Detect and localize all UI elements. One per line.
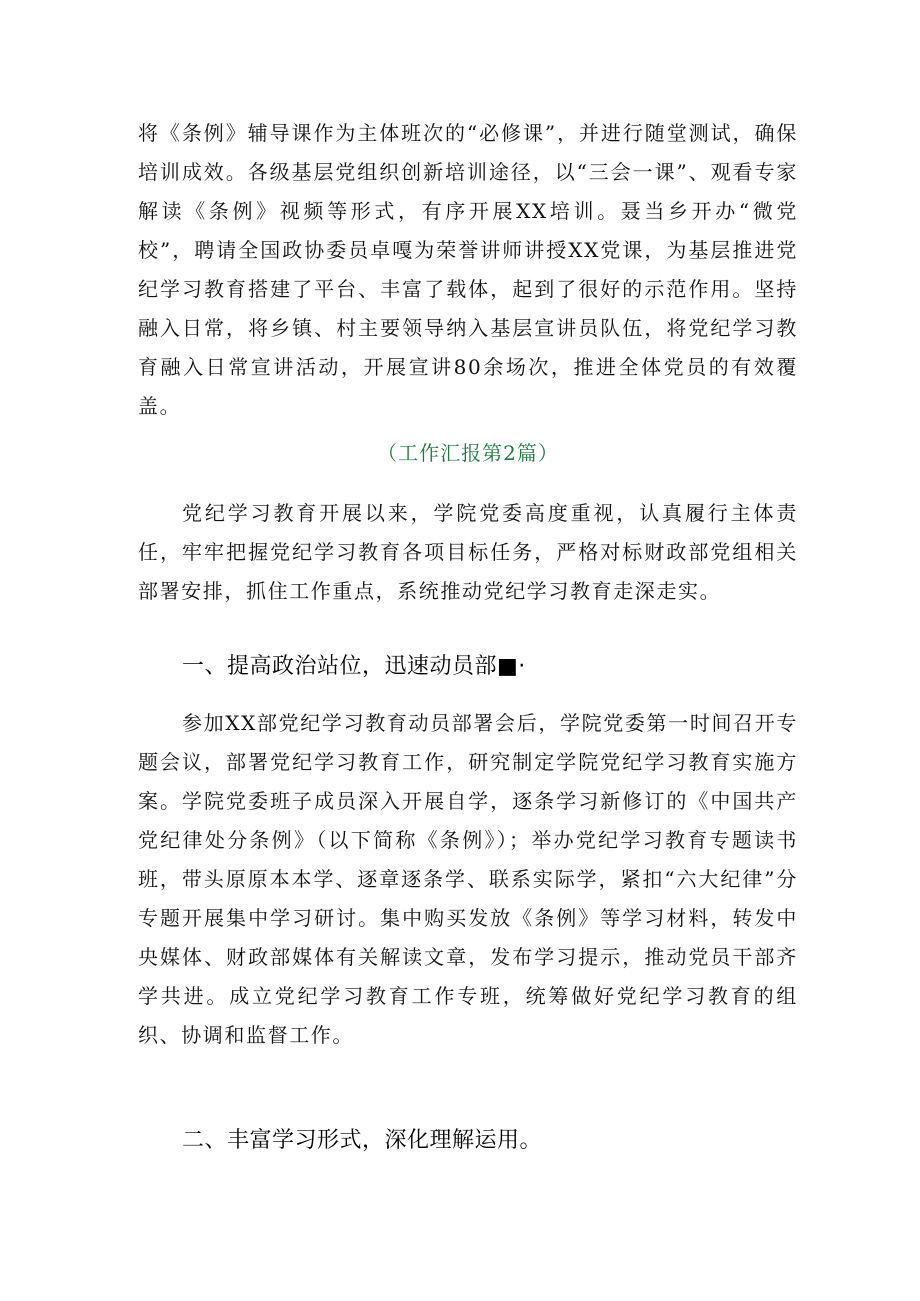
heading-political-standing: 一、提高政治站位，迅速动员部■· (182, 654, 526, 679)
section-subtitle: （工作汇报第2篇） (377, 441, 559, 465)
paragraph-intro: 党纪学习教育开展以来，学院党委高度重视，认真履行主体责任，牢牢把握党纪学习教育各项目标任务，严格对标财政部党组相关部署安排，抓住工作重点，系统推动党纪学习教育走深走实。 (138, 501, 798, 603)
paragraph-training: 将《条例》辅导课作为主体班次的“必修课”，并进行随堂测试，确保培训成效。各级基层党组织创新培训途径，以“三会一课”、观看专家解读《条例》视频等形式，有序开展XX培训。聂当乡开办“微党校”，聘请全国政协委员卓嘎为荣誉讲师讲授XX党课，为基层推进党纪学习教育搭建了平台、丰富了载体，起到了很好的示范作用。坚持融入日常，将乡镇、村主要领导纳入基层宣讲员队伍，将党纪学习教育融入日常宣讲活动，开展宣讲80余场次，推进全体党员的有效覆盖。 (138, 121, 798, 418)
paragraph-mobilization: 参加XX部党纪学习教育动员部署会后，学院党委第一时间召开专题会议，部署党纪学习教育工作，研究制定学院党纪学习教育实施方案。学院党委班子成员深入开展自学，逐条学习新修订的《中国共产党纪律处分条例》（以下简称《条例》）；举办党纪学习教育专题读书班，带头原原本本学、逐章逐条学、联系实际学，紧扣“六大纪律”分专题开展集中学习研讨。集中购买发放《条例》等学习材料，转发中央媒体、财政部媒体有关解读文章，发布学习提示，推动党员干部齐学共进。成立党纪学习教育工作专班，统筹做好党纪学习教育的组织、协调和监督工作。 (138, 711, 798, 1047)
heading-learning-forms: 二、丰富学习形式，深化理解运用。 (182, 1128, 543, 1153)
